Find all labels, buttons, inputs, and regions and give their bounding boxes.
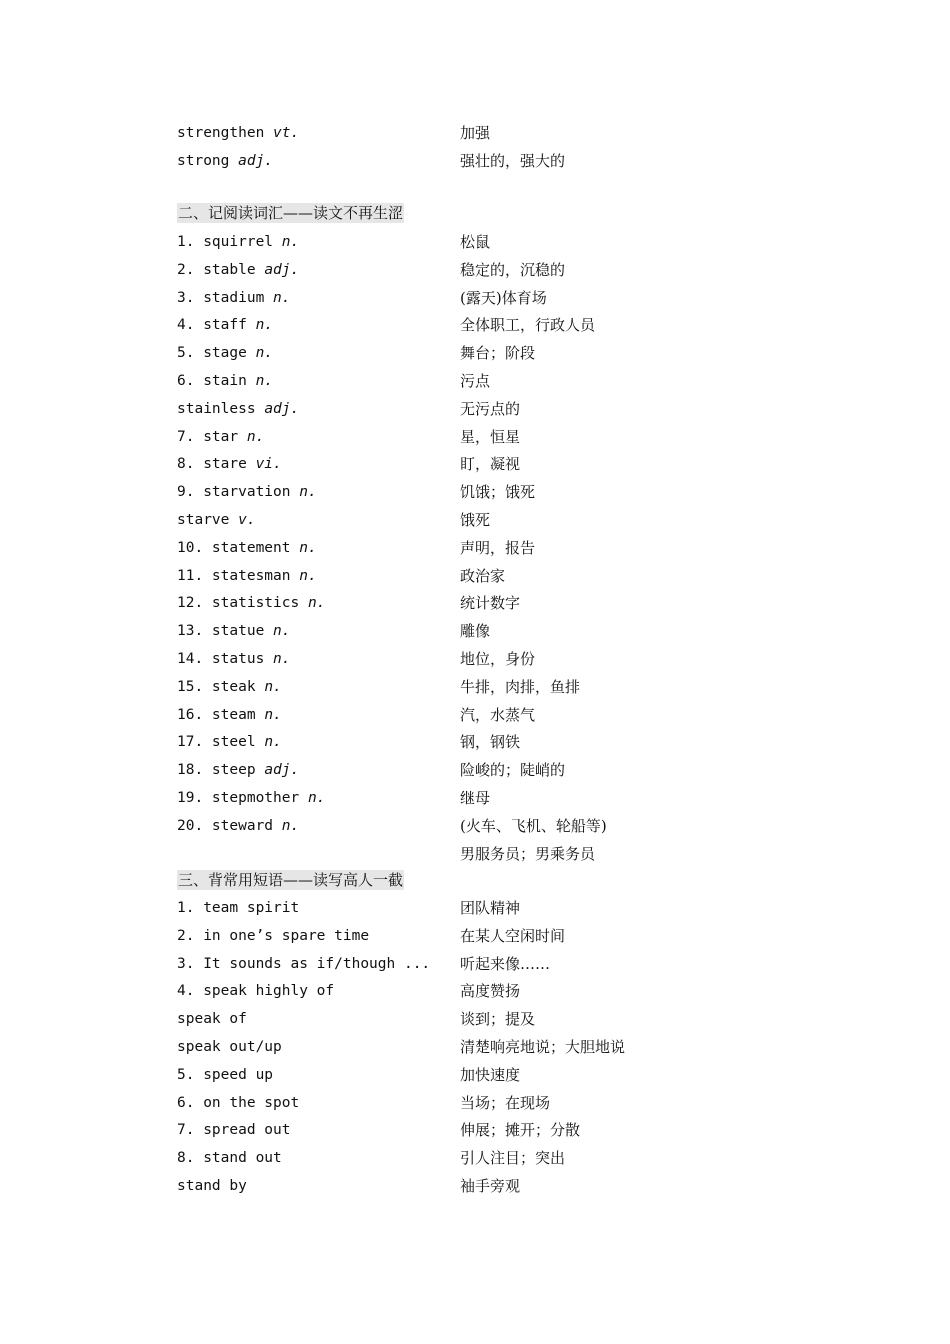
word-text: 15. steak bbox=[177, 678, 265, 695]
english-term bbox=[177, 787, 325, 809]
english-term bbox=[177, 287, 291, 309]
vocab-row bbox=[0, 953, 950, 981]
english-term bbox=[177, 509, 256, 531]
vocab-row bbox=[0, 704, 950, 732]
vocab-row bbox=[0, 1008, 950, 1036]
vocab-row bbox=[0, 1092, 950, 1120]
chinese-meaning: (露天)体育场 bbox=[460, 288, 547, 307]
vocab-row bbox=[0, 453, 950, 481]
english-term bbox=[177, 925, 369, 947]
word-text: 6. stain bbox=[177, 373, 256, 389]
word-text: 4. speak highly of bbox=[177, 983, 335, 1000]
word-text: strengthen bbox=[177, 125, 274, 141]
chinese-meaning: 地位，身份 bbox=[460, 650, 536, 668]
part-of-speech: n. bbox=[255, 373, 274, 389]
vocab-row bbox=[0, 426, 950, 454]
chinese-meaning: 听起来像…… bbox=[460, 954, 551, 973]
english-term bbox=[177, 150, 273, 172]
vocab-row bbox=[0, 370, 950, 398]
word-text: 8. stand out bbox=[177, 1150, 282, 1167]
english-term bbox=[177, 398, 299, 420]
part-of-speech: n. bbox=[273, 651, 291, 667]
chinese-meaning: 引人注目；突出 bbox=[460, 1149, 566, 1168]
chinese-meaning: 舞台；阶段 bbox=[460, 344, 536, 363]
chinese-meaning: 声明，报告 bbox=[460, 538, 536, 557]
english-term bbox=[177, 426, 264, 448]
english-term bbox=[177, 1092, 299, 1114]
word-text: 8. stare bbox=[177, 456, 256, 473]
vocab-row bbox=[0, 565, 950, 593]
vocab-row bbox=[0, 342, 950, 370]
chinese-meaning: 政治家 bbox=[460, 566, 506, 585]
chinese-meaning: (火车、飞机、轮船等) bbox=[460, 816, 607, 835]
vocab-row bbox=[0, 231, 950, 259]
vocab-row bbox=[0, 1175, 950, 1203]
word-text: 10. statement bbox=[177, 539, 300, 556]
english-term bbox=[177, 1175, 247, 1197]
part-of-speech: v. bbox=[238, 512, 256, 528]
chinese-meaning: 当场；在现场 bbox=[460, 1093, 551, 1112]
word-text: starve bbox=[177, 512, 239, 528]
vocab-row bbox=[0, 620, 950, 648]
chinese-meaning: 松鼠 bbox=[460, 233, 491, 251]
english-term bbox=[177, 897, 299, 919]
english-term bbox=[177, 980, 334, 1002]
vocab-row bbox=[0, 980, 950, 1008]
english-term bbox=[177, 231, 299, 253]
phrases-heading: 三、背常用短语——读写高人一截 bbox=[178, 871, 404, 889]
word-text: 20. steward bbox=[177, 817, 282, 834]
vocab-row bbox=[0, 1036, 950, 1064]
part-of-speech: n. bbox=[299, 567, 317, 584]
word-text: stainless bbox=[177, 400, 265, 417]
part-of-speech: n. bbox=[307, 790, 326, 806]
chinese-meaning: 谈到；提及 bbox=[460, 1010, 536, 1029]
english-term bbox=[177, 565, 317, 587]
vocab-row bbox=[0, 122, 950, 150]
vocab-row bbox=[0, 897, 950, 925]
english-term bbox=[177, 592, 325, 614]
part-of-speech: adj. bbox=[238, 152, 274, 169]
vocab-row bbox=[0, 150, 950, 178]
english-term bbox=[177, 1064, 273, 1086]
chinese-meaning: 高度赞扬 bbox=[460, 982, 521, 1001]
chinese-meaning: 饿死 bbox=[460, 511, 491, 529]
word-text: 5. speed up bbox=[177, 1066, 274, 1083]
vocab-row bbox=[0, 398, 950, 426]
word-text: 7. spread out bbox=[177, 1122, 291, 1139]
vocab-row bbox=[0, 925, 950, 953]
word-text: 14. status bbox=[177, 651, 274, 667]
chinese-meaning: 统计数字 bbox=[460, 594, 521, 613]
word-text: 18. steep bbox=[177, 762, 265, 779]
english-term bbox=[177, 953, 430, 975]
vocab-row bbox=[0, 1147, 950, 1175]
english-term bbox=[177, 1119, 291, 1141]
chinese-meaning: 强壮的，强大的 bbox=[460, 151, 566, 170]
english-term bbox=[177, 314, 273, 336]
chinese-meaning: 袖手旁观 bbox=[460, 1177, 521, 1195]
chinese-meaning: 清楚响亮地说；大胆地说 bbox=[460, 1038, 626, 1056]
word-text: 11. statesman bbox=[177, 567, 300, 584]
part-of-speech: n. bbox=[307, 595, 326, 612]
chinese-meaning: 男服务员；男乘务员 bbox=[460, 844, 596, 863]
word-text: 3. stadium bbox=[177, 289, 274, 306]
vocab-row bbox=[0, 843, 950, 871]
english-term bbox=[177, 1036, 282, 1058]
vocab-row bbox=[0, 259, 950, 287]
english-term bbox=[177, 537, 317, 559]
vocab-row bbox=[0, 815, 950, 843]
part-of-speech: n. bbox=[299, 484, 317, 501]
chinese-meaning: 雕像 bbox=[460, 622, 491, 641]
word-text: 13. statue bbox=[177, 623, 274, 640]
word-text: 12. statistics bbox=[177, 595, 308, 612]
chinese-meaning: 饥饿；饿死 bbox=[460, 483, 536, 502]
word-text: strong bbox=[177, 152, 239, 169]
english-term bbox=[177, 1008, 247, 1030]
part-of-speech: n. bbox=[299, 539, 317, 556]
part-of-speech: n. bbox=[281, 234, 300, 250]
chinese-meaning: 继母 bbox=[460, 789, 491, 807]
english-term bbox=[177, 648, 291, 670]
chinese-meaning: 加强 bbox=[460, 124, 491, 142]
part-of-speech: n. bbox=[246, 428, 265, 445]
vocab-row bbox=[0, 759, 950, 787]
word-text: 7. star bbox=[177, 428, 247, 445]
vocab-row bbox=[0, 314, 950, 342]
part-of-speech: n. bbox=[255, 317, 274, 334]
english-term bbox=[177, 759, 299, 781]
english-term bbox=[177, 453, 282, 475]
part-of-speech: n. bbox=[264, 678, 282, 695]
part-of-speech: vi. bbox=[255, 456, 282, 473]
word-text: 19. stepmother bbox=[177, 790, 308, 806]
chinese-meaning: 污点 bbox=[460, 372, 491, 390]
chinese-meaning: 稳定的，沉稳的 bbox=[460, 260, 566, 279]
word-text: speak of bbox=[177, 1011, 247, 1028]
chinese-meaning: 盯，凝视 bbox=[460, 455, 521, 474]
vocab-row bbox=[0, 537, 950, 565]
word-text: speak out/up bbox=[177, 1039, 282, 1055]
vocab-row bbox=[0, 1119, 950, 1147]
english-term bbox=[177, 481, 317, 503]
english-term bbox=[177, 1147, 282, 1169]
part-of-speech: adj. bbox=[264, 261, 300, 278]
chinese-meaning: 险峻的；陡峭的 bbox=[460, 761, 566, 780]
chinese-meaning: 星，恒星 bbox=[460, 427, 521, 446]
part-of-speech: n. bbox=[255, 345, 274, 362]
part-of-speech: n. bbox=[264, 706, 282, 723]
word-text: 1. team spirit bbox=[177, 900, 300, 916]
word-text: 9. starvation bbox=[177, 484, 300, 501]
word-text: 4. staff bbox=[177, 317, 256, 334]
vocab-row bbox=[0, 676, 950, 704]
word-text: stand by bbox=[177, 1178, 247, 1194]
chinese-meaning: 全体职工，行政人员 bbox=[460, 316, 596, 335]
vocab-row bbox=[0, 1064, 950, 1092]
vocab-row bbox=[0, 648, 950, 676]
vocab-row bbox=[0, 787, 950, 815]
word-text: 3. It sounds as if/though ... bbox=[177, 955, 431, 972]
chinese-meaning: 加快速度 bbox=[460, 1065, 521, 1084]
english-term bbox=[177, 815, 299, 837]
english-term bbox=[177, 342, 273, 364]
english-term bbox=[177, 370, 273, 392]
word-text: 5. stage bbox=[177, 345, 256, 362]
english-term bbox=[177, 704, 282, 726]
part-of-speech: n. bbox=[281, 817, 300, 834]
chinese-meaning: 汽，水蒸气 bbox=[460, 705, 536, 724]
vocab-row bbox=[0, 509, 950, 537]
word-text: 2. in one’s spare time bbox=[177, 927, 370, 944]
word-text: 6. on the spot bbox=[177, 1094, 300, 1111]
vocab-row bbox=[0, 731, 950, 759]
part-of-speech: n. bbox=[264, 734, 282, 751]
vocab-row bbox=[0, 592, 950, 620]
word-text: 1. squirrel bbox=[177, 234, 282, 250]
english-term bbox=[177, 620, 291, 642]
part-of-speech: n. bbox=[273, 623, 291, 640]
part-of-speech: adj. bbox=[264, 400, 300, 417]
english-term bbox=[177, 259, 299, 281]
word-text: 17. steel bbox=[177, 734, 265, 751]
word-text: 16. steam bbox=[177, 706, 265, 723]
vocab-row bbox=[0, 287, 950, 315]
chinese-meaning: 牛排，肉排，鱼排 bbox=[460, 677, 581, 696]
part-of-speech: n. bbox=[273, 289, 291, 306]
chinese-meaning: 团队精神 bbox=[460, 899, 521, 917]
chinese-meaning: 在某人空闲时间 bbox=[460, 926, 566, 945]
chinese-meaning: 无污点的 bbox=[460, 399, 521, 418]
vocab-row bbox=[0, 481, 950, 509]
english-term bbox=[177, 122, 299, 144]
word-text: 2. stable bbox=[177, 261, 265, 278]
english-term bbox=[177, 731, 282, 753]
reading-vocab-heading: 二、记阅读词汇——读文不再生涩 bbox=[178, 204, 404, 222]
part-of-speech: adj. bbox=[264, 762, 300, 779]
chinese-meaning: 伸展；摊开；分散 bbox=[460, 1121, 581, 1140]
part-of-speech: vt. bbox=[273, 125, 300, 141]
chinese-meaning: 钢，钢铁 bbox=[460, 733, 521, 752]
english-term bbox=[177, 676, 282, 698]
